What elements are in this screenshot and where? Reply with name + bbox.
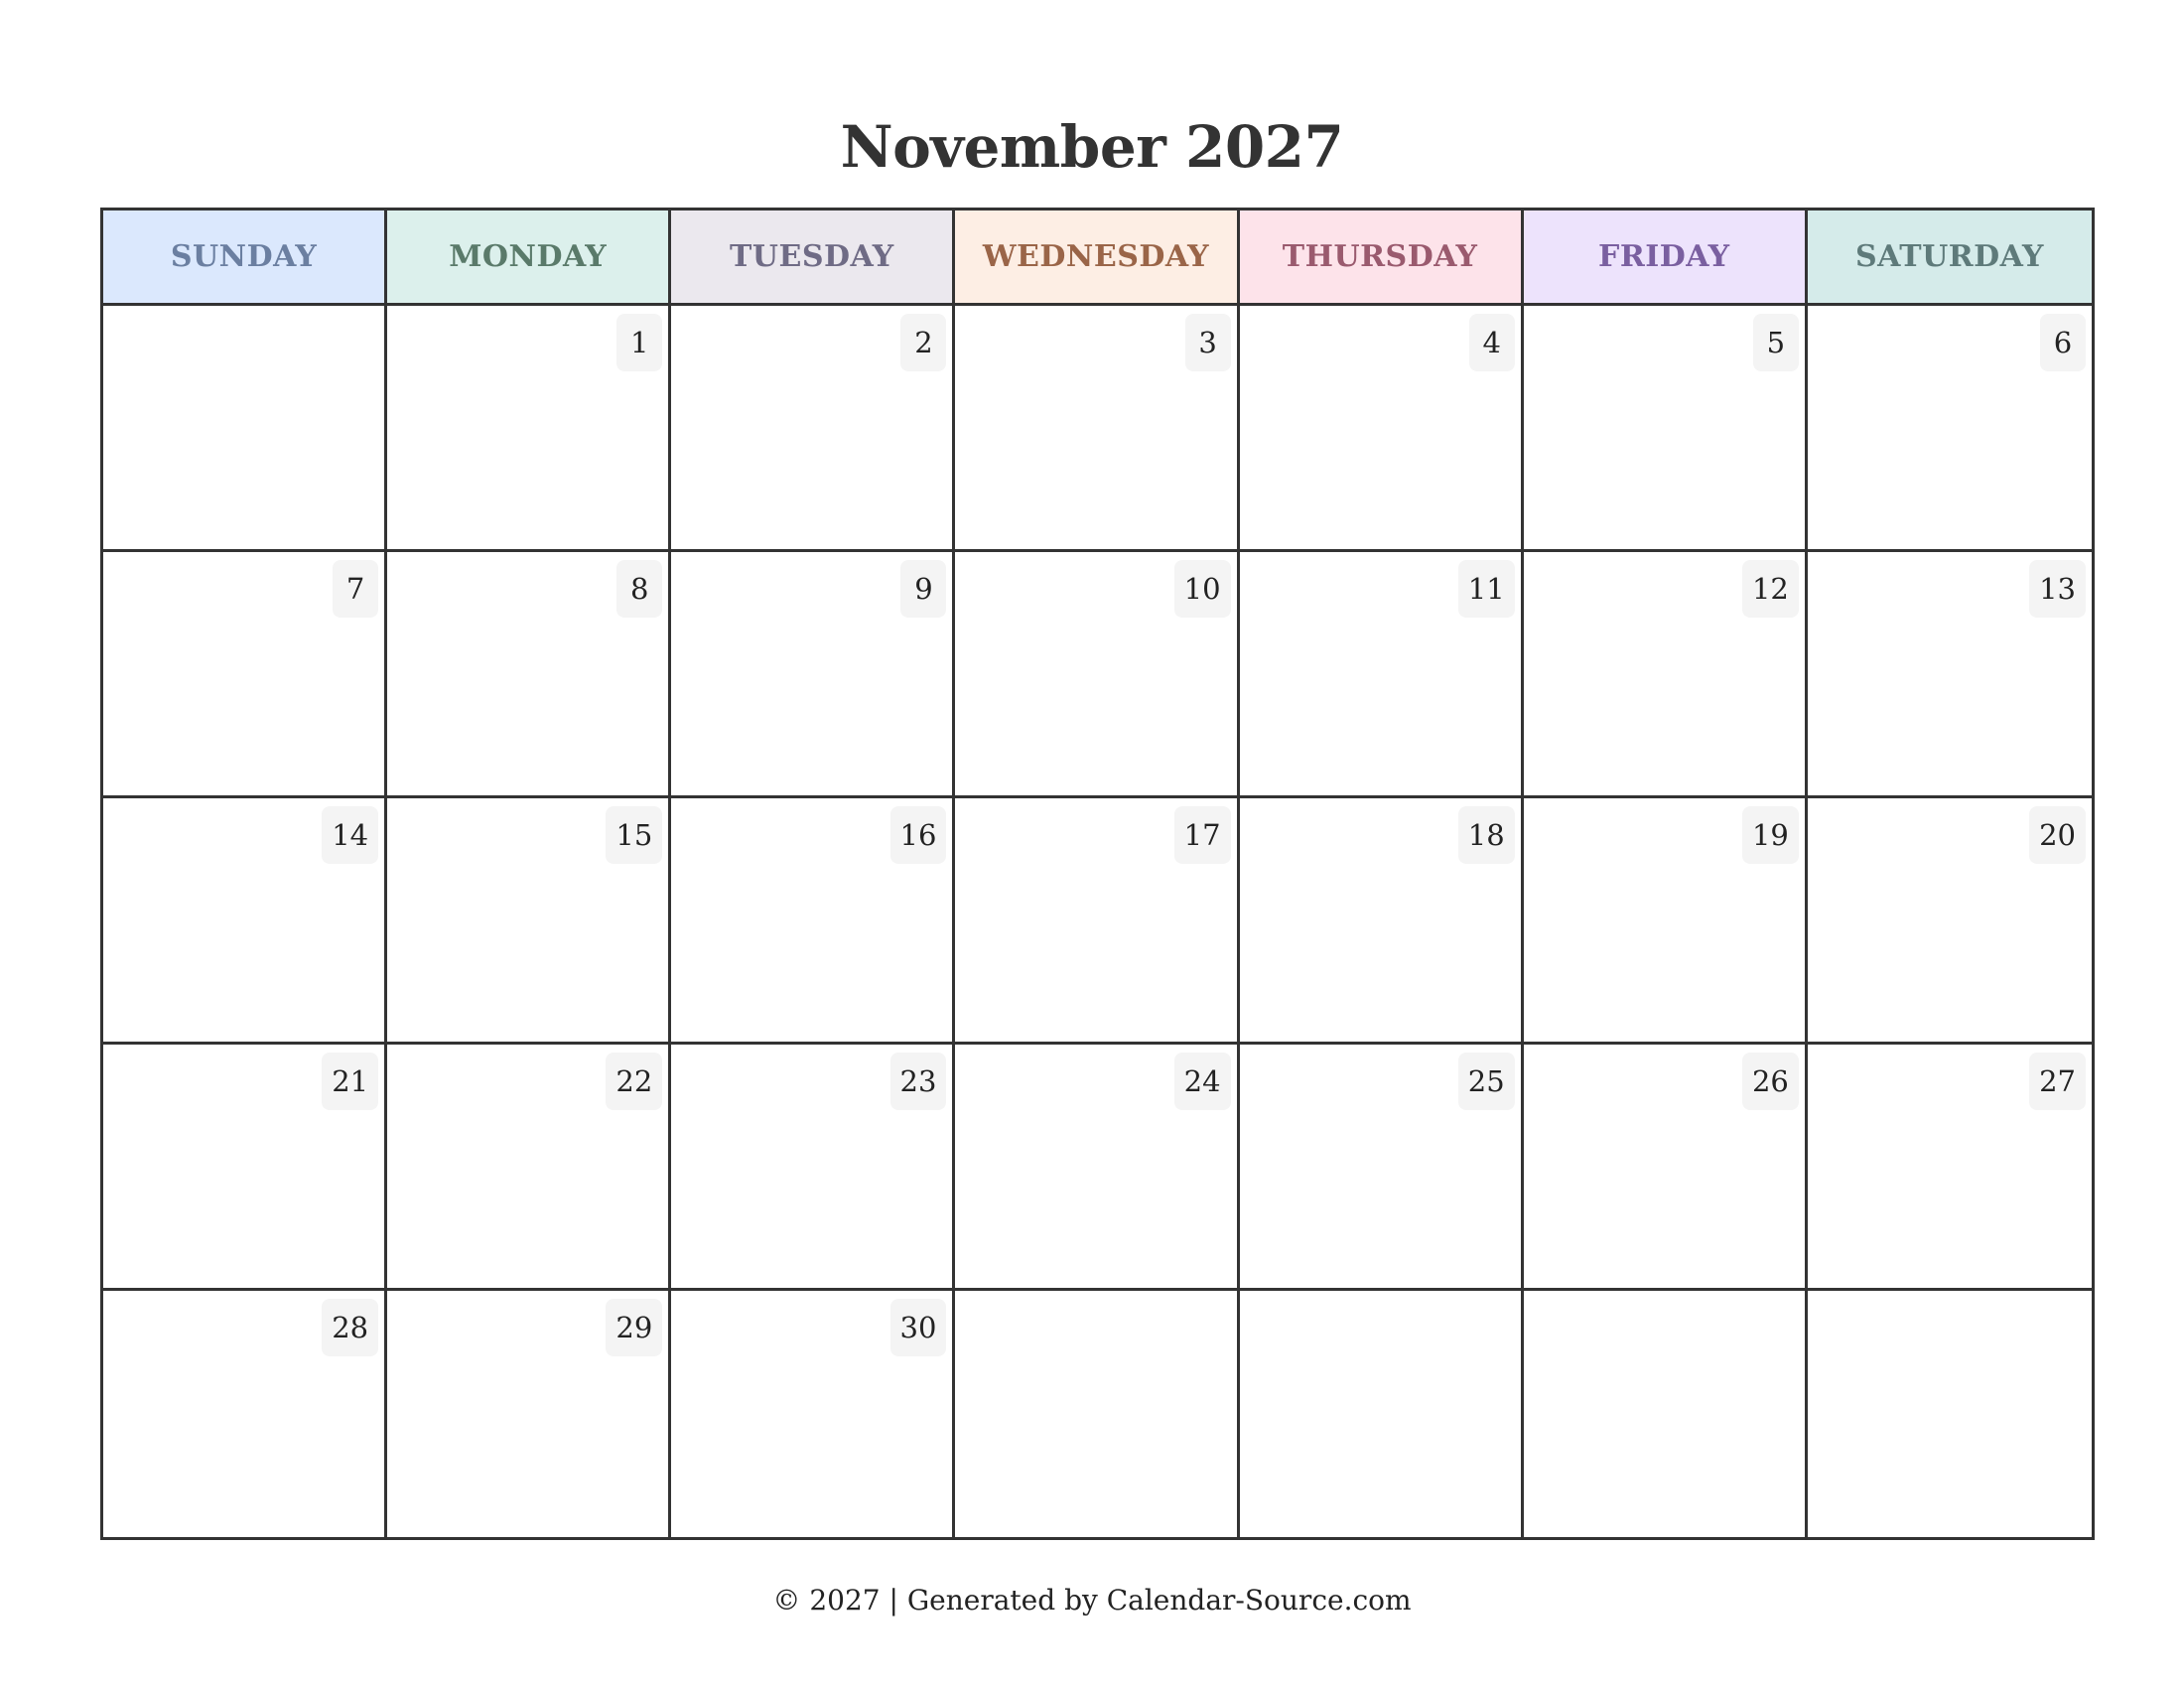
day-cell <box>387 1045 671 1291</box>
day-cell <box>103 306 387 552</box>
day-number: 13 <box>2029 560 2086 618</box>
day-cell <box>1524 306 1808 552</box>
day-cell <box>1240 306 1524 552</box>
day-cell <box>1524 798 1808 1045</box>
day-cell <box>103 798 387 1045</box>
day-number: 15 <box>606 806 662 864</box>
day-number: 17 <box>1174 806 1231 864</box>
day-number: 11 <box>1458 560 1515 618</box>
day-cell <box>671 306 955 552</box>
day-number: 25 <box>1458 1053 1515 1110</box>
day-number: 20 <box>2029 806 2086 864</box>
weekday-header-friday: FRIDAY <box>1524 211 1808 306</box>
day-cell <box>1524 552 1808 798</box>
day-cell <box>1808 1045 2092 1291</box>
footer-credit: © 2027 | Generated by Calendar-Source.com <box>772 1584 1412 1617</box>
weekday-header-thursday: THURSDAY <box>1240 211 1524 306</box>
day-cell <box>955 1045 1239 1291</box>
day-cell <box>1808 306 2092 552</box>
day-cell <box>671 552 955 798</box>
day-number: 14 <box>322 806 378 864</box>
day-cell <box>955 798 1239 1045</box>
weekday-header-wednesday: WEDNESDAY <box>955 211 1239 306</box>
day-number: 18 <box>1458 806 1515 864</box>
weekday-header-saturday: SATURDAY <box>1808 211 2092 306</box>
weekday-header-sunday: SUNDAY <box>103 211 387 306</box>
day-cell <box>955 1291 1239 1537</box>
day-cell <box>1524 1045 1808 1291</box>
day-number: 10 <box>1174 560 1231 618</box>
day-number: 21 <box>322 1053 378 1110</box>
day-cell <box>387 798 671 1045</box>
day-number: 2 <box>900 314 946 371</box>
day-cell <box>103 552 387 798</box>
day-number: 8 <box>616 560 662 618</box>
weekday-header-monday: MONDAY <box>387 211 671 306</box>
day-number: 5 <box>1753 314 1799 371</box>
day-cell <box>671 798 955 1045</box>
day-cell <box>387 552 671 798</box>
day-number: 23 <box>890 1053 947 1110</box>
day-number: 12 <box>1742 560 1799 618</box>
day-number: 9 <box>900 560 946 618</box>
day-number: 29 <box>606 1299 662 1356</box>
day-number: 19 <box>1742 806 1799 864</box>
day-number: 4 <box>1469 314 1515 371</box>
day-number: 16 <box>890 806 947 864</box>
day-cell <box>1808 1291 2092 1537</box>
day-number: 7 <box>333 560 378 618</box>
day-number: 28 <box>322 1299 378 1356</box>
day-cell <box>103 1291 387 1537</box>
day-cell <box>671 1045 955 1291</box>
day-cell <box>1240 798 1524 1045</box>
day-cell <box>1240 552 1524 798</box>
day-number: 30 <box>890 1299 947 1356</box>
day-cell <box>1808 798 2092 1045</box>
day-number: 6 <box>2040 314 2086 371</box>
calendar-title: November 2027 <box>840 113 1344 181</box>
weekday-header-tuesday: TUESDAY <box>671 211 955 306</box>
day-cell <box>103 1045 387 1291</box>
day-number: 24 <box>1174 1053 1231 1110</box>
day-cell <box>1808 552 2092 798</box>
day-number: 27 <box>2029 1053 2086 1110</box>
day-cell <box>671 1291 955 1537</box>
day-cell <box>1240 1045 1524 1291</box>
day-number: 26 <box>1742 1053 1799 1110</box>
day-number: 1 <box>616 314 662 371</box>
day-number: 3 <box>1185 314 1231 371</box>
calendar-grid <box>100 208 2095 1540</box>
day-cell <box>955 306 1239 552</box>
day-cell <box>1240 1291 1524 1537</box>
day-cell <box>387 1291 671 1537</box>
day-cell <box>1524 1291 1808 1537</box>
day-cell <box>387 306 671 552</box>
day-cell <box>955 552 1239 798</box>
day-number: 22 <box>606 1053 662 1110</box>
